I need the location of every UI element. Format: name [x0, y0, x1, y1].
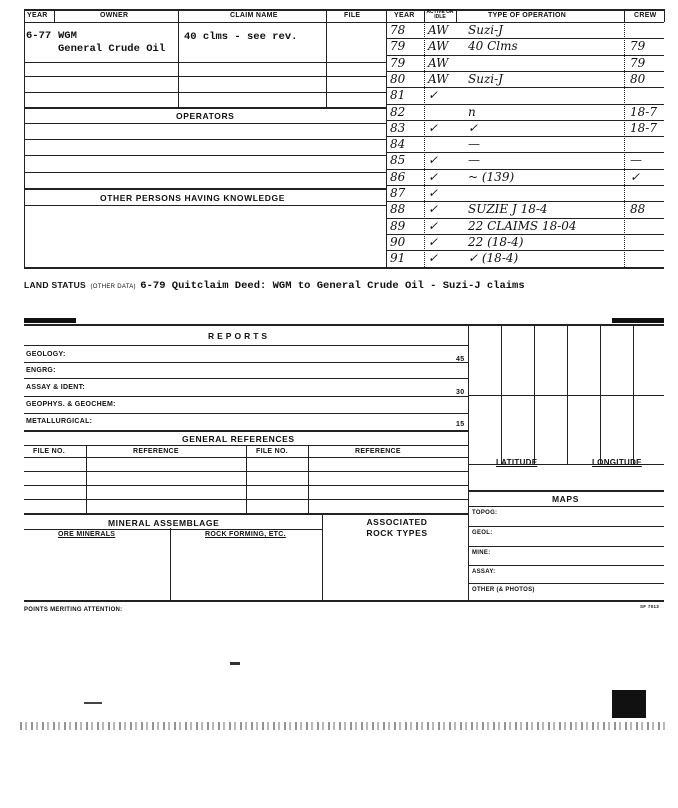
scale-15: 15: [456, 421, 465, 428]
activity-year: 90: [390, 234, 406, 249]
activity-status: AW: [428, 23, 449, 37]
associated-rock-types-label: ASSOCIATED ROCK TYPES: [366, 517, 428, 538]
activity-year: 88: [390, 202, 406, 217]
activity-year: 83: [390, 120, 406, 135]
activity-operation: —: [468, 153, 480, 168]
activity-operation: Suzi-J: [468, 71, 503, 86]
activity-crew: 79: [630, 39, 646, 54]
owner-entry-name: General Crude Oil: [58, 43, 166, 55]
activity-operation: SUZIE J 18-4: [468, 202, 548, 217]
map-mine: MINE:: [472, 550, 491, 556]
activity-crew: 18-7: [630, 104, 657, 119]
activity-status: ✓: [428, 153, 439, 168]
ref-col-file-no-2: FILE NO.: [256, 448, 288, 455]
header-year-2: YEAR: [394, 12, 415, 19]
activity-status: AW: [428, 39, 449, 54]
owner-entry-year: 6-77: [26, 30, 52, 42]
activity-crew: ✓: [630, 169, 641, 184]
form-number: SF 7013: [640, 604, 660, 609]
activity-operation: ✓ (18-4): [468, 251, 519, 266]
land-status: [24, 275, 525, 293]
activity-crew: 80: [630, 71, 646, 86]
activity-year: 79: [390, 39, 406, 54]
activity-year: 84: [390, 137, 406, 152]
activity-year: 89: [390, 218, 406, 233]
activity-operation: ~ (139): [468, 169, 515, 184]
activity-year: 85: [390, 153, 406, 168]
top-left-marker: [24, 318, 76, 323]
report-engineering: ENGRG:: [26, 367, 56, 374]
reports-heading: REPORTS: [208, 331, 271, 341]
activity-year: 91: [390, 251, 406, 266]
activity-operation: 22 (18-4): [468, 234, 524, 249]
activity-crew: —: [630, 153, 642, 168]
activity-status: AW: [428, 55, 449, 70]
points-meriting-attention: POINTS MERITING ATTENTION:: [24, 607, 123, 613]
activity-operation: —: [468, 137, 480, 152]
maps-heading: MAPS: [552, 494, 579, 504]
other-persons-heading: OTHER PERSONS HAVING KNOWLEDGE: [100, 193, 286, 203]
longitude-label: LONGITUDE: [592, 458, 642, 467]
activity-status: ✓: [428, 218, 439, 233]
activity-operation: n: [468, 104, 476, 119]
rock-forming-label: ROCK FORMING, ETC.: [205, 531, 286, 538]
scan-speck: [230, 662, 240, 665]
top-right-marker: [612, 318, 664, 323]
owner-entry-claim-name: 40 clms - see rev.: [184, 31, 298, 43]
activity-row-line: [386, 136, 664, 137]
activity-operation: 22 CLAIMS 18-04: [468, 218, 577, 233]
header-year: YEAR: [27, 12, 48, 19]
activity-crew: 79: [630, 55, 646, 70]
owner-entry-code: WGM: [58, 30, 77, 42]
scan-noise-band: [20, 722, 666, 730]
ref-col-reference-2: REFERENCE: [355, 448, 401, 455]
header-type-of-operation: TYPE OF OPERATION: [488, 12, 567, 19]
activity-status: ✓: [428, 88, 439, 103]
activity-row-line: [386, 267, 664, 268]
latitude-label: LATITUDE: [496, 458, 538, 467]
scale-45: 45: [456, 356, 465, 363]
activity-year: 86: [390, 169, 406, 184]
activity-year: 81: [390, 88, 406, 103]
map-assay: ASSAY:: [472, 569, 496, 575]
activity-operation: 40 Clms: [468, 39, 518, 54]
header-crew: CREW: [634, 12, 657, 19]
mineral-assemblage-heading: MINERAL ASSEMBLAGE: [108, 518, 220, 528]
ref-col-file-no-1: FILE NO.: [33, 448, 65, 455]
activity-crew: 88: [630, 202, 646, 217]
activity-status: ✓: [428, 234, 439, 249]
activity-status: ✓: [428, 251, 439, 266]
activity-year: 82: [390, 104, 406, 119]
header-owner: OWNER: [100, 12, 129, 19]
scan-dark-patch: [612, 690, 646, 718]
report-metallurgical: METALLURGICAL:: [26, 418, 93, 425]
map-other: OTHER (& PHOTOS): [472, 587, 535, 593]
activity-status: ✓: [428, 169, 439, 184]
activity-operation: Suzi-J: [468, 23, 503, 37]
report-geology: GEOLOGY:: [26, 351, 66, 358]
activity-row-line: [386, 104, 664, 105]
header-claim-name: CLAIM NAME: [230, 12, 278, 19]
header-file: FILE: [344, 12, 361, 19]
land-status-value: 6-79 Quitclaim Deed: WGM to General Crude Oil - Suzi-J claims: [140, 280, 525, 292]
map-geol: GEOL:: [472, 530, 493, 536]
ore-minerals-label: ORE MINERALS: [58, 531, 116, 538]
report-geophysics: GEOPHYS. & GEOCHEM:: [26, 401, 116, 408]
ref-col-reference-1: REFERENCE: [133, 448, 179, 455]
land-status-label: LAND STATUS: [24, 280, 87, 290]
report-assay: ASSAY & IDENT:: [26, 384, 86, 391]
activity-crew: 18-7: [630, 120, 657, 135]
activity-status: AW: [428, 71, 449, 86]
activity-year: 79: [390, 55, 406, 70]
activity-year: 87: [390, 186, 406, 200]
activity-status: ✓: [428, 202, 439, 217]
land-status-sub: (OTHER DATA): [90, 284, 136, 290]
general-references-heading: GENERAL REFERENCES: [182, 434, 295, 444]
scale-30: 30: [456, 389, 465, 396]
activity-operation: ✓: [468, 120, 479, 135]
activity-status: ✓: [428, 120, 439, 135]
activity-status: ✓: [428, 186, 439, 200]
activity-year: 80: [390, 71, 406, 86]
activity-year: 78: [390, 23, 406, 37]
operators-heading: OPERATORS: [176, 111, 235, 121]
map-topog: TOPOG:: [472, 510, 498, 516]
scan-speck-2: [84, 702, 102, 704]
header-active-idle: ACTIVE OR IDLE: [426, 9, 454, 20]
